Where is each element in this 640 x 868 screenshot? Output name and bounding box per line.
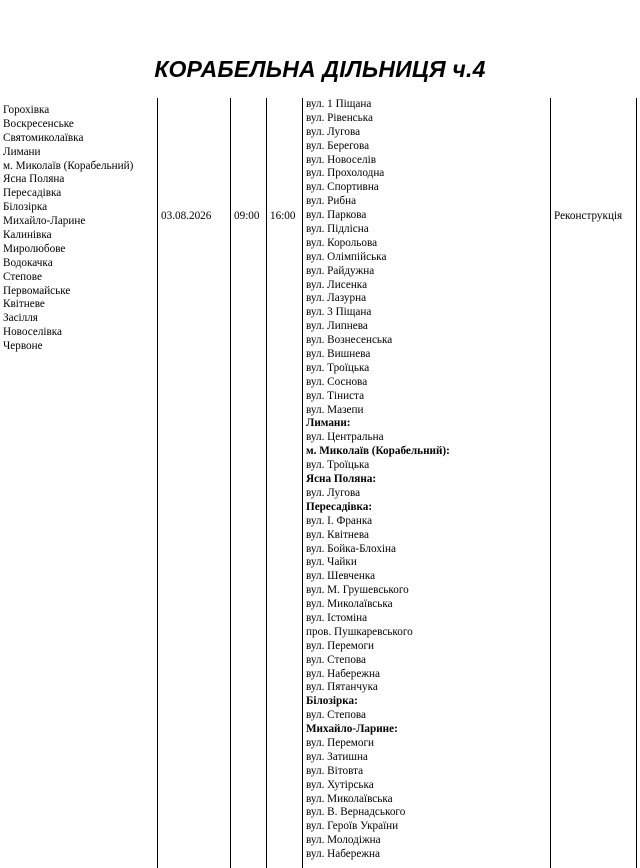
column-divider	[550, 98, 551, 868]
settlement-heading: Білозірка:	[306, 695, 358, 708]
street-item: вул. Новоселів	[306, 153, 376, 166]
settlement-item: Лимани	[3, 145, 41, 158]
time-from: 09:00	[234, 210, 260, 222]
street-item: вул. Чайки	[306, 556, 357, 569]
street-item: вул. Перемоги	[306, 639, 375, 652]
street-item: вул. Степова	[306, 709, 367, 722]
street-item: вул. Соснова	[306, 375, 368, 388]
settlement-item: м. Миколаїв (Корабельний)	[3, 159, 134, 172]
street-item: вул. Рибна	[306, 195, 357, 208]
column-divider	[230, 98, 231, 868]
settlement-item: Червоне	[3, 340, 43, 353]
street-item: вул. Квітнева	[306, 528, 369, 541]
street-item: вул. Хутірська	[306, 778, 374, 791]
street-item: вул. Підлісна	[306, 223, 369, 236]
settlement-item: Степове	[3, 270, 42, 283]
street-item: вул. Степова	[306, 653, 367, 666]
street-item: вул. Мазепи	[306, 403, 364, 416]
settlement-heading: м. Миколаїв (Корабельний):	[306, 445, 450, 458]
street-item: вул. Рівенська	[306, 111, 373, 124]
street-item: вул. Спортивна	[306, 181, 379, 194]
street-item: вул. Прохолодна	[306, 167, 385, 180]
settlement-heading: Михайло-Ларине:	[306, 723, 398, 736]
street-item: вул. І. Франка	[306, 514, 373, 527]
street-item: вул. В. Вернадського	[306, 806, 406, 819]
outage-date: 03.08.2026	[161, 210, 212, 222]
settlement-item: Миролюбове	[3, 242, 66, 255]
street-item: вул. Вишнева	[306, 348, 371, 361]
settlement-heading: Пересадівка:	[306, 500, 373, 513]
settlement-item: Пересадівка	[3, 187, 62, 200]
settlement-item: Ясна Поляна	[3, 173, 65, 186]
settlements-list	[3, 104, 133, 354]
street-item: вул. Шевченка	[306, 570, 376, 583]
work-type: Реконструкція	[554, 210, 623, 222]
street-item: вул. Паркова	[306, 209, 367, 222]
settlement-item: Засілля	[3, 312, 38, 325]
street-item: вул. Набережна	[306, 848, 380, 861]
street-item: вул. Миколаївська	[306, 598, 393, 611]
column-divider	[636, 98, 637, 868]
settlement-item: Михайло-Ларине	[3, 215, 86, 228]
street-item: вул. Пятанчука	[306, 681, 378, 694]
street-item: вул. Олімпійська	[306, 250, 387, 263]
street-item: вул. Істоміна	[306, 611, 368, 624]
street-item: вул. Лугова	[306, 125, 361, 138]
street-item: вул. Затишна	[306, 750, 368, 763]
street-item: вул. М. Грушевського	[306, 584, 409, 597]
street-item: вул. Райдужна	[306, 264, 375, 277]
street-item: вул. Вознесенська	[306, 334, 393, 347]
street-item: вул. 1 Піщана	[306, 98, 372, 110]
time-to: 16:00	[270, 210, 296, 222]
settlement-item: Квітневе	[3, 298, 45, 311]
street-item: вул. Троїцька	[306, 459, 370, 472]
settlement-item: Первомайське	[3, 284, 71, 297]
street-item: вул. Набережна	[306, 667, 380, 680]
column-divider	[266, 98, 267, 868]
street-item: вул. Перемоги	[306, 736, 375, 749]
settlement-item: Горохівка	[3, 104, 50, 116]
street-item: вул. Героїв України	[306, 820, 399, 833]
street-item: вул. Центральна	[306, 431, 384, 444]
street-item: вул. Берегова	[306, 139, 370, 152]
settlement-item: Воскресенське	[3, 117, 74, 130]
street-item: пров. Пушкаревського	[306, 625, 413, 638]
street-item: вул. Молодіжна	[306, 834, 381, 847]
settlement-item: Новоселівка	[3, 326, 63, 339]
street-item: вул. Бойка-Блохіна	[306, 542, 396, 555]
street-item: вул. Лисенка	[306, 278, 368, 291]
street-item: вул. Вітовта	[306, 764, 364, 777]
street-item: вул. 3 Піщана	[306, 306, 372, 319]
page-title: КОРАБЕЛЬНА ДІЛЬНИЦЯ ч.4	[154, 56, 486, 82]
street-item: вул. Липнева	[306, 320, 368, 333]
street-item: вул. Тіниста	[306, 389, 365, 402]
settlement-item: Водокачка	[3, 256, 53, 269]
settlement-item: Калинівка	[3, 229, 52, 242]
column-divider	[157, 98, 158, 868]
street-item: вул. Лазурна	[306, 292, 367, 305]
settlement-heading: Лимани:	[306, 417, 351, 430]
streets-list	[306, 98, 450, 862]
street-item: вул. Лугова	[306, 486, 361, 499]
street-item: вул. Троїцька	[306, 361, 370, 374]
settlement-item: Білозірка	[3, 201, 48, 214]
column-divider	[302, 98, 303, 868]
street-item: вул. Корольова	[306, 236, 378, 249]
settlement-heading: Ясна Поляна:	[306, 473, 377, 486]
settlement-item: Святомиколаївка	[3, 131, 84, 144]
street-item: вул. Миколаївська	[306, 792, 393, 805]
